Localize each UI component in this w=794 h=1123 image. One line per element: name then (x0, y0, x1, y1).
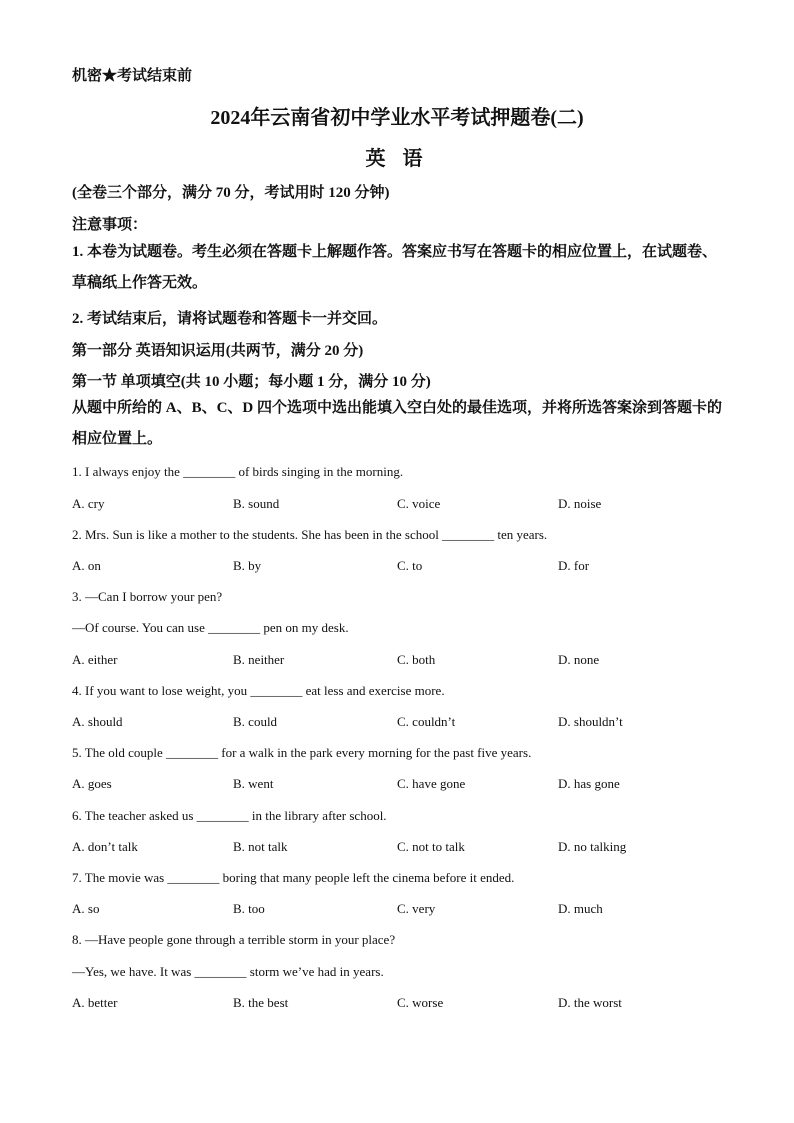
subject-title: 英 语 (365, 148, 429, 170)
question-2-option-b: B. by (233, 558, 262, 573)
question-6-stem: 6. The teacher asked us ________ in the library after school. (72, 808, 387, 823)
question-1-stem: 1. I always enjoy the ________ of birds singing in the morning. (72, 464, 404, 479)
question-1-option-c: C. voice (397, 496, 441, 511)
question-2-stem: 2. Mrs. Sun is like a mother to the students. She has been in the school ________ ten years. (72, 527, 548, 542)
question-5-stem: 5. The old couple ________ for a walk in the park every morning for the past five years. (72, 745, 532, 760)
question-3-stem-reply: —Of course. You can use ________ pen on my desk. (72, 620, 349, 635)
question-2-option-d: D. for (558, 558, 590, 573)
notice-item-2: 2. 考试结束后，请将试题卷和答题卡一并交回。 (72, 311, 388, 327)
question-7-option-a: A. so (72, 901, 100, 916)
question-6-option-b: B. not talk (233, 839, 288, 854)
question-5-option-b: B. went (233, 776, 274, 791)
question-1-option-a: A. cry (72, 496, 105, 511)
question-5-option-a: A. goes (72, 776, 112, 791)
question-8-option-d: D. the worst (558, 995, 622, 1010)
notice-title: 注意事项： (72, 217, 148, 233)
question-4-option-d: D. shouldn’t (558, 714, 623, 729)
question-1-option-b: B. sound (233, 496, 280, 511)
question-4-option-a: A. should (72, 714, 123, 729)
part1-title: 第一部分 英语知识运用(共两节，满分 20 分) (72, 343, 364, 359)
question-8-stem-reply: —Yes, we have. It was ________ storm we’ve had in years. (72, 964, 384, 979)
question-3-stem: 3. —Can I borrow your pen? (72, 589, 223, 604)
exam-title: 2024年云南省初中学业水平考试押题卷(二) (210, 107, 584, 129)
exam-scope: (全卷三个部分，满分 70 分，考试用时 120 分钟) (72, 185, 390, 201)
question-5-option-c: C. have gone (397, 776, 466, 791)
confidential-label: 机密★考试结束前 (72, 68, 193, 84)
notice-item-1: 1. 本卷为试题卷。考生必须在答题卡上解题作答。答案应书写在答题卡的相应位置上，在试题卷、草稿纸上作答无效。 (72, 244, 718, 291)
section1-direction: 从题中所给的 A、B、C、D 四个选项中选出能填入空白处的最佳选项，并将所选答案涂到答题卡的相应位置上。 (72, 400, 723, 447)
question-7-option-d: D. much (558, 901, 603, 916)
question-7-option-b: B. too (233, 901, 265, 916)
section1-title: 第一节 单项填空(共 10 小题；每小题 1 分，满分 10 分) (72, 374, 431, 390)
question-8-option-c: C. worse (397, 995, 444, 1010)
question-3-option-d: D. none (558, 652, 600, 667)
question-6-option-d: D. no talking (558, 839, 627, 854)
question-8-option-b: B. the best (233, 995, 289, 1010)
question-2-option-c: C. to (397, 558, 423, 573)
question-5-option-d: D. has gone (558, 776, 620, 791)
question-4-stem: 4. If you want to lose weight, you ________ eat less and exercise more. (72, 683, 445, 698)
question-3-option-a: A. either (72, 652, 118, 667)
question-4-option-b: B. could (233, 714, 278, 729)
question-7-option-c: C. very (397, 901, 436, 916)
question-8-stem: 8. —Have people gone through a terrible storm in your place? (72, 932, 396, 947)
question-6-option-a: A. don’t talk (72, 839, 138, 854)
question-6-option-c: C. not to talk (397, 839, 465, 854)
question-4-option-c: C. couldn’t (397, 714, 456, 729)
question-3-option-c: C. both (397, 652, 436, 667)
question-2-option-a: A. on (72, 558, 101, 573)
question-1-option-d: D. noise (558, 496, 602, 511)
question-3-option-b: B. neither (233, 652, 285, 667)
question-8-option-a: A. better (72, 995, 118, 1010)
question-7-stem: 7. The movie was ________ boring that many people left the cinema before it ended. (72, 870, 515, 885)
